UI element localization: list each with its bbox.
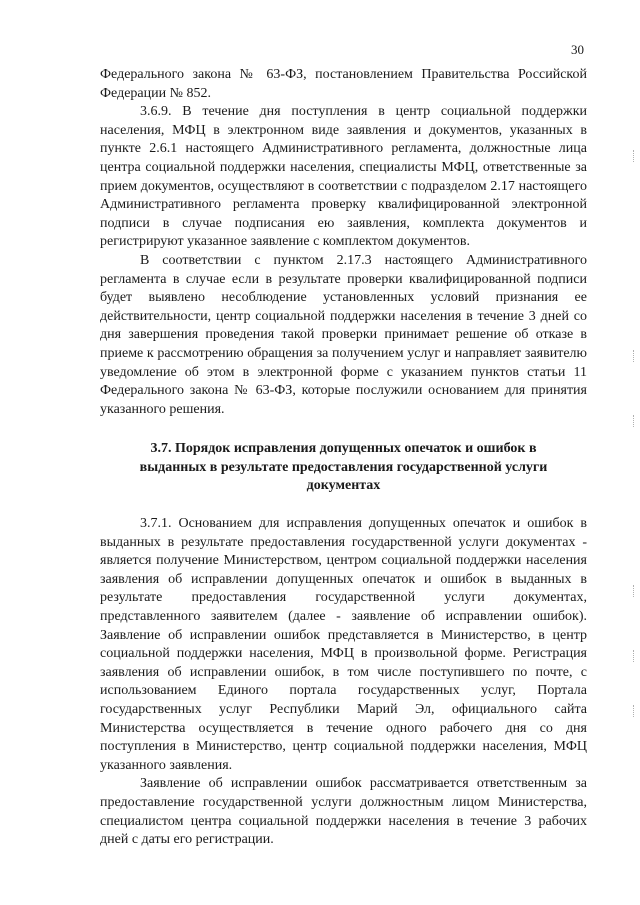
scan-margin-mark — [632, 705, 634, 717]
paragraph-3-7-1: 3.7.1. Основанием для исправления допущенных опечаток и ошибок в выданных в результате предоставления государственной услуги документах - является получение Министерством, центром социальной поддержки населения заявления об исправлении допущенных опечаток и ошибок в выданных в результате предоставления государственной услуги документах, представленного заявителем (далее - заявление об исправлении ошибок). Заявление об исправлении ошибок представляется в Министерство, в центр социальной поддержки населения, МФЦ в произвольной форме. Регистрация заявления об исправлении ошибок, в том числе поступившего по почте, с использованием Единого портала государственных услуг, Портала государственных услуг Республики Марий Эл, официального сайта Министерства осуществляется в течение одного рабочего дня со дня поступления в Министерство, центр социальной поддержки населения, МФЦ указанного заявления. — [100, 516, 587, 773]
paragraph-signature-check: В соответствии с пунктом 2.17.3 настоящего Административного регламента в случае если в результате проверки квалифицированной подписи будет выявлено несоблюдение установленных условий признания ее действительности, центр социальной поддержки населения в течение 3 дней со дня завершения проведения такой проверки принимает решение об отказе в приеме к рассмотрению обращения за получением услуг и направляет заявителю уведомление об этом в электронной форме с указанием пунктов статьи 11 Федерального закона № 63-ФЗ, которые послужили основанием для принятия указанного решения. — [100, 252, 587, 417]
paragraph-error-review: Заявление об исправлении ошибок рассматривается ответственным за предоставление государственной услуги должностным лицом Министерства, специалистом центра социальной поддержки населения в течение 3 рабочих дней с даты его регистрации. — [100, 776, 587, 848]
paragraph-continuation: Федерального закона № 63-ФЗ, постановлением Правительства Российской Федерации № 852. — [100, 67, 587, 101]
section-heading-3-7: 3.7. Порядок исправления допущенных опечаток и ошибок в выданных в результате предоставления государственной услуги документах — [139, 441, 548, 494]
scan-margin-mark — [632, 150, 634, 162]
scan-margin-mark — [632, 415, 634, 427]
page-number: 30 — [571, 42, 584, 57]
scan-margin-mark — [632, 585, 634, 597]
document-body — [100, 66, 587, 850]
scan-margin-mark — [632, 350, 634, 362]
scan-margin-mark — [632, 650, 634, 662]
paragraph-3-6-9: 3.6.9. В течение дня поступления в центр социальной поддержки населения, МФЦ в электронном виде заявления и документов, указанных в пункте 2.6.1 настоящего Административного регламента, должностные лица центра социальной поддержки населения, специалисты МФЦ, ответственные за прием документов, осуществляют в соответствии с подразделом 2.17 настоящего Административного регламента проверку квалифицированной электронной подписи в случае подписания ею заявления, комплекта документов и регистрируют указанное заявление с комплектом документов. — [100, 104, 587, 250]
